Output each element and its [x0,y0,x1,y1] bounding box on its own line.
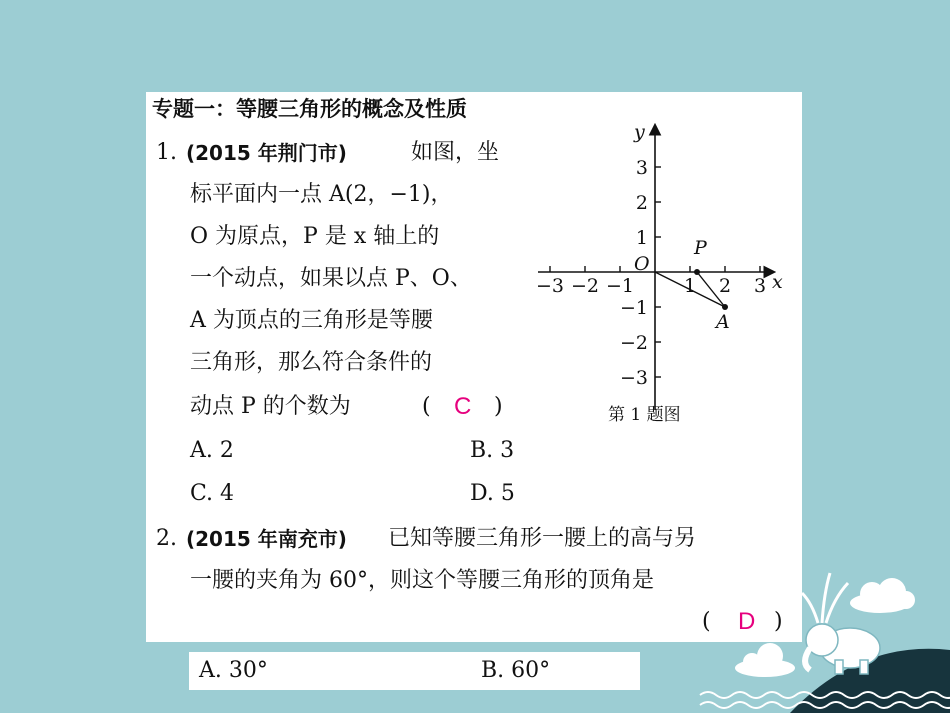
question-1-source: (2015 年荆门市) [186,141,347,165]
x-axis-label: x [772,271,783,293]
question-1-line: A 为顶点的三角形是等腰 [190,308,433,333]
fountain-icon [802,573,848,623]
question-1-number: 1. [156,140,177,165]
option-a: A. 2 [190,438,234,463]
option-a: A. 30° [199,658,268,683]
y-axis-label: y [634,121,645,143]
y-tick-label: 2 [635,192,648,214]
question-1-answer: C [454,393,472,420]
point-p-label: P [694,237,707,259]
option-b: B. 3 [470,438,515,463]
section-title: 专题一：等腰三角形的概念及性质 [152,97,467,121]
cloud-icon [850,578,915,613]
x-tick-label: −3 [535,275,565,297]
question-2-source: (2015 年南充市) [186,527,347,551]
option-d: D. 5 [470,481,515,506]
x-tick-label: −2 [570,275,600,297]
options-card [189,652,640,690]
question-2-line: 一腰的夹角为 60°，则这个等腰三角形的顶角是 [190,568,654,593]
point-a-label: A [716,311,730,333]
y-tick-label: −2 [619,332,648,354]
y-tick-label: 1 [635,227,648,249]
question-1-line: 标平面内一点 A(2，−1)， [190,182,453,207]
y-tick-label: 3 [635,157,648,179]
cloud-icon [735,643,795,677]
question-2-number: 2. [156,526,177,551]
y-tick-label: −3 [619,367,648,389]
x-tick-label: −1 [605,275,635,297]
question-1-line: O 为原点，P 是 x 轴上的 [190,224,440,249]
question-1-line: 一个动点，如果以点 P、O、 [190,266,472,291]
x-tick-label: 2 [718,275,732,297]
point-a [722,304,728,310]
origin-label: O [634,253,650,275]
figure-caption: 第 1 题图 [608,405,681,425]
y-tick-label: −1 [619,297,648,319]
question-1-line: 如图，坐 [411,140,500,165]
answer-bracket-open: ( [422,394,431,419]
answer-bracket-close: ) [494,394,503,419]
option-b: B. 60° [481,658,551,683]
question-2-line: 已知等腰三角形一腰上的高与另 [388,526,697,551]
point-p [694,269,700,275]
x-tick-label: 1 [683,275,697,297]
x-tick-label: 3 [753,275,767,297]
question-2-answer: D [738,608,756,635]
question-card [146,92,802,642]
option-c: C. 4 [190,481,235,506]
elephant-icon [805,624,880,674]
question-1-line: 三角形，那么符合条件的 [190,350,433,375]
answer-bracket-close: ) [774,609,783,634]
question-1-line: 动点 P 的个数为 [190,394,351,419]
answer-bracket-open: ( [702,609,711,634]
coordinate-graph [528,120,798,420]
